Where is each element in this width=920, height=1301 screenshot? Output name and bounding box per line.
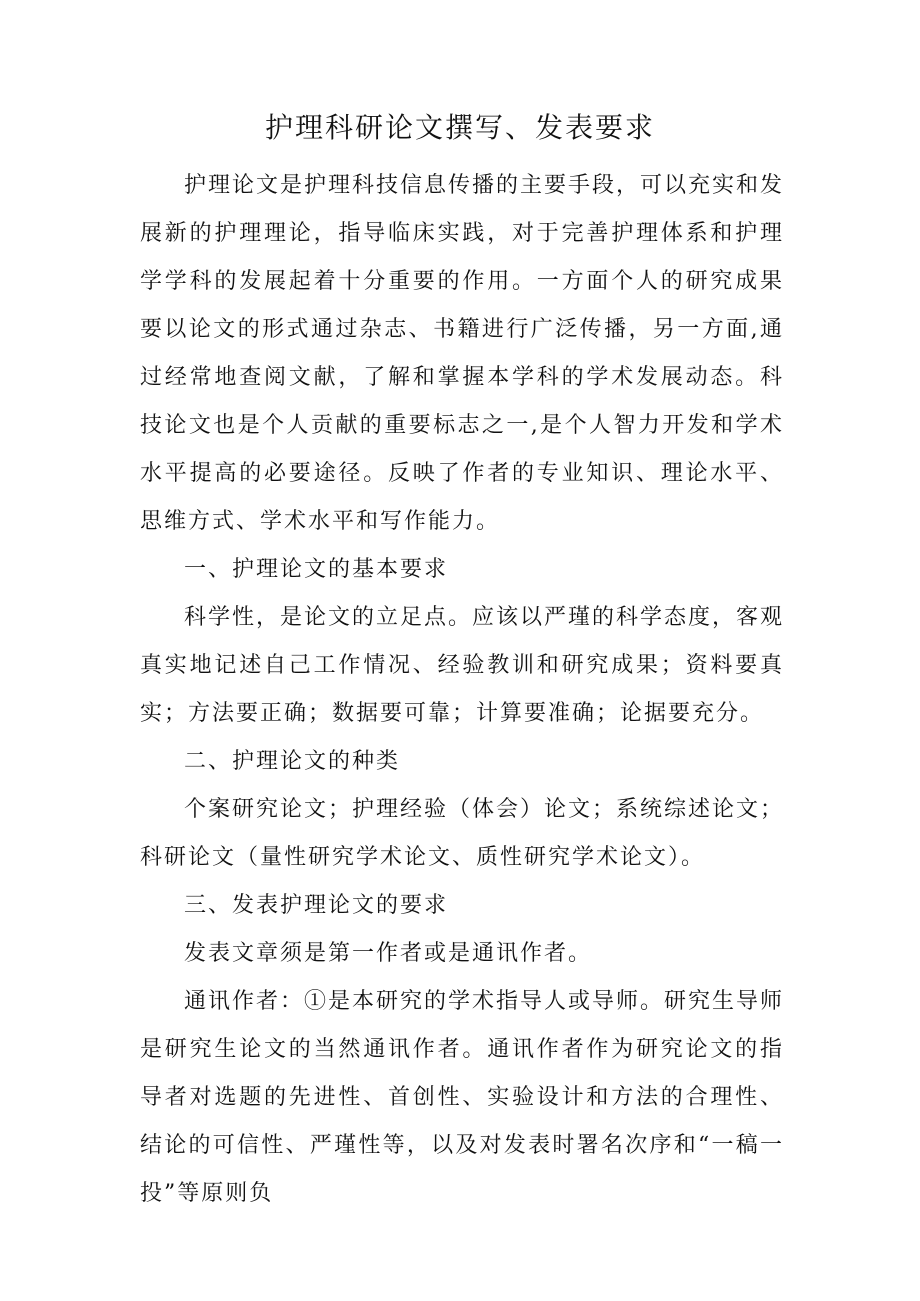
first-author-paragraph: 发表文章须是第一作者或是通讯作者。 [184, 941, 593, 966]
scientific-paragraph: 科学性，是论文的立足点。应该以严瑾的科学态度，客观真实地记述自己工作情况、经验教训和研究成果；资料要真实；方法要正确；数据要可靠；计算要准确；论据要充分。 [140, 605, 785, 726]
paper-types-paragraph: 个案研究论文；护理经验（体会）论文；系统综述论文；科研论文（量性研究学术论文、质性研究学术论文）。 [140, 797, 785, 870]
document-title: 护理科研论文撰写、发表要求 [264, 111, 655, 144]
section-heading-publishing-requirements: 三、发表护理论文的要求 [184, 893, 449, 918]
corresponding-author-paragraph: 通讯作者：①是本研究的学术指导人或导师。研究生导师是研究生论文的当然通讯作者。通讯作者作为研究论文的指导者对选题的先进性、首创性、实验设计和方法的合理性、结论的可信性、严瑾性等，以及对发表时署名次序和“一稿一投”等原则负 [140, 989, 785, 1206]
document-body [140, 162, 784, 1218]
intro-paragraph: 护理论文是护理科技信息传播的主要手段，可以充实和发展新的护理理论，指导临床实践，对于完善护理体系和护理学学科的发展起着十分重要的作用。一方面个人的研究成果要以论文的形式通过杂志、书籍进行广泛传播，另一方面,通过经常地查阅文献，了解和掌握本学科的学术发展动态。科技论文也是个人贡献的重要标志之一,是个人智力开发和学术水平提高的必要途径。反映了作者的专业知识、理论水平、思维方式、学术水平和写作能力。 [140, 173, 785, 534]
section-heading-basic-requirements: 一、护理论文的基本要求 [184, 557, 449, 582]
section-heading-paper-types: 二、护理论文的种类 [184, 749, 401, 774]
